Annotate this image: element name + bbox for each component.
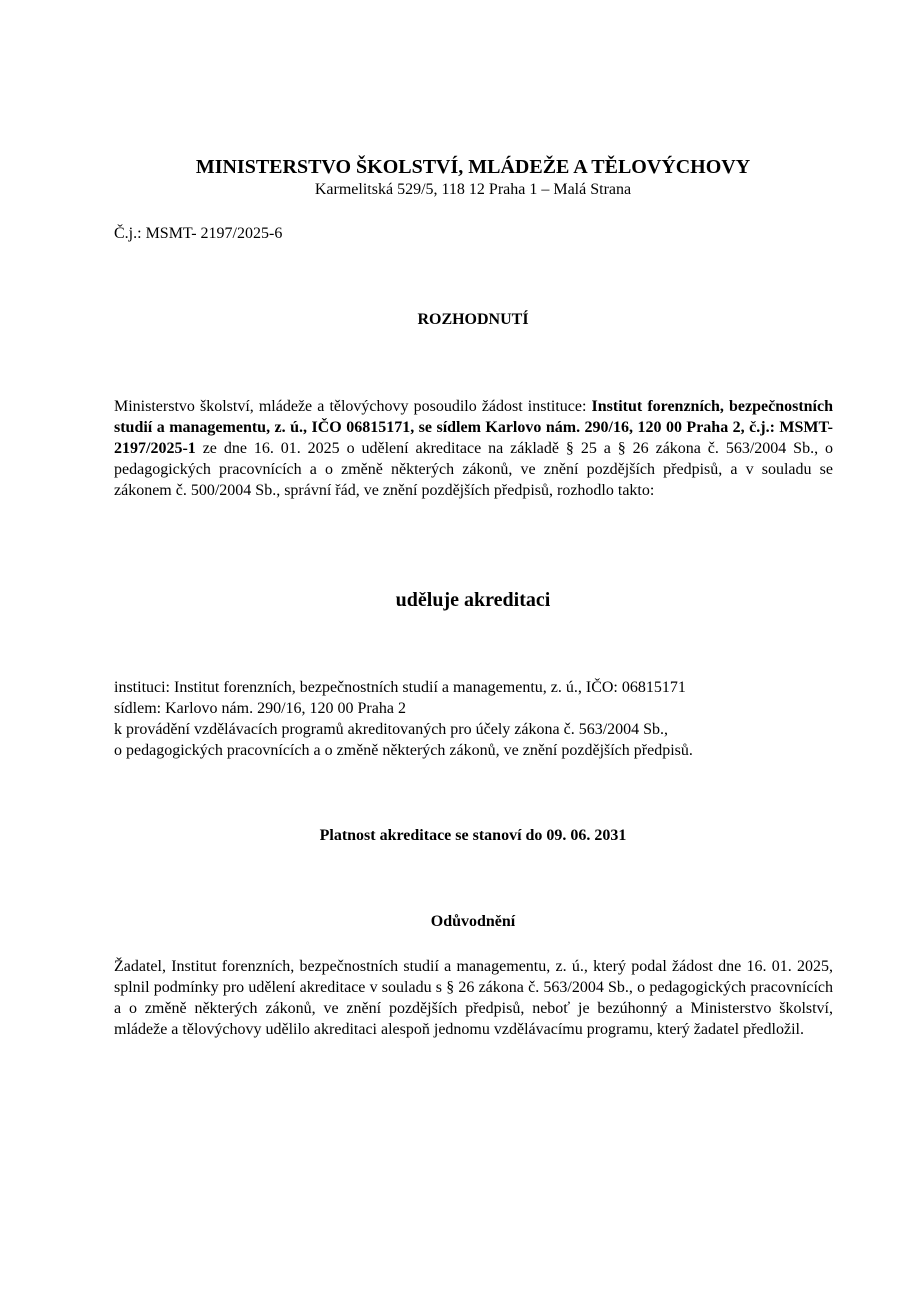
institution-block: [114, 677, 854, 761]
intro-text-end: ze dne 16. 01. 2025 o udělení akreditace na základě § 25 a § 26 zákona č. 563/2004 Sb., o pedagogických pracovnících a o změně některých zákonů, ve znění pozdějších předpisů, a v souladu se zákonem č. 500/2004 Sb., správní řád, ve znění pozdějších předpisů, rozhodlo takto:: [114, 440, 833, 499]
reference-number: Č.j.: MSMT- 2197/2025-6: [114, 225, 283, 242]
reasoning-paragraph: Žadatel, Institut forenzních, bezpečnostních studií a managementu, z. ú., který podal žádost dne 16. 01. 2025, splnil podmínky pro udělení akreditace v souladu s § 26 zákona č. 563/2004 Sb., o pedagogických pracovnících a o změně některých zákonů, ve znění pozdějších předpisů, neboť je bezúhonný a Ministerstvo školství, mládeže a tělovýchovy udělilo akreditaci alespoň jednomu vzdělávacímu programu, který žadatel předložil.: [114, 958, 833, 1038]
ministry-title: MINISTERSTVO ŠKOLSTVÍ, MLÁDEŽE A TĚLOVÝCHOVY: [195, 156, 751, 178]
intro-paragraph: [114, 396, 833, 501]
verdict-heading: uděluje akreditaci: [395, 589, 551, 611]
ministry-address: Karmelitská 529/5, 118 12 Praha 1 – Malá Strana: [314, 181, 632, 198]
seat-line: sídlem: Karlovo nám. 290/16, 120 00 Praha 2: [114, 700, 406, 717]
decision-title: ROZHODNUTÍ: [417, 311, 529, 328]
intro-text-start: Ministerstvo školství, mládeže a tělovýchovy posoudilo žádost instituce:: [114, 398, 592, 415]
purpose-line: k provádění vzdělávacích programů akreditovaných pro účely zákona č. 563/2004 Sb.,: [114, 721, 669, 738]
purpose-line-continued: o pedagogických pracovnících a o změně některých zákonů, ve znění pozdějších předpisů.: [114, 742, 693, 759]
reasoning-title: Odůvodnění: [430, 913, 516, 930]
institution-line: instituci: Institut forenzních, bezpečnostních studií a managementu, z. ú., IČO: 06815171: [114, 679, 686, 696]
validity-statement: Platnost akreditace se stanoví do 09. 06. 2031: [319, 827, 627, 844]
intro-applicant-bold: Institut forenzních, bezpečnostních studií a managementu, z. ú., IČO 06815171, se sídlem Karlovo nám. 290/16, 120 00 Praha 2, č.j.: MSMT- 2197/2025-1: [114, 398, 833, 457]
